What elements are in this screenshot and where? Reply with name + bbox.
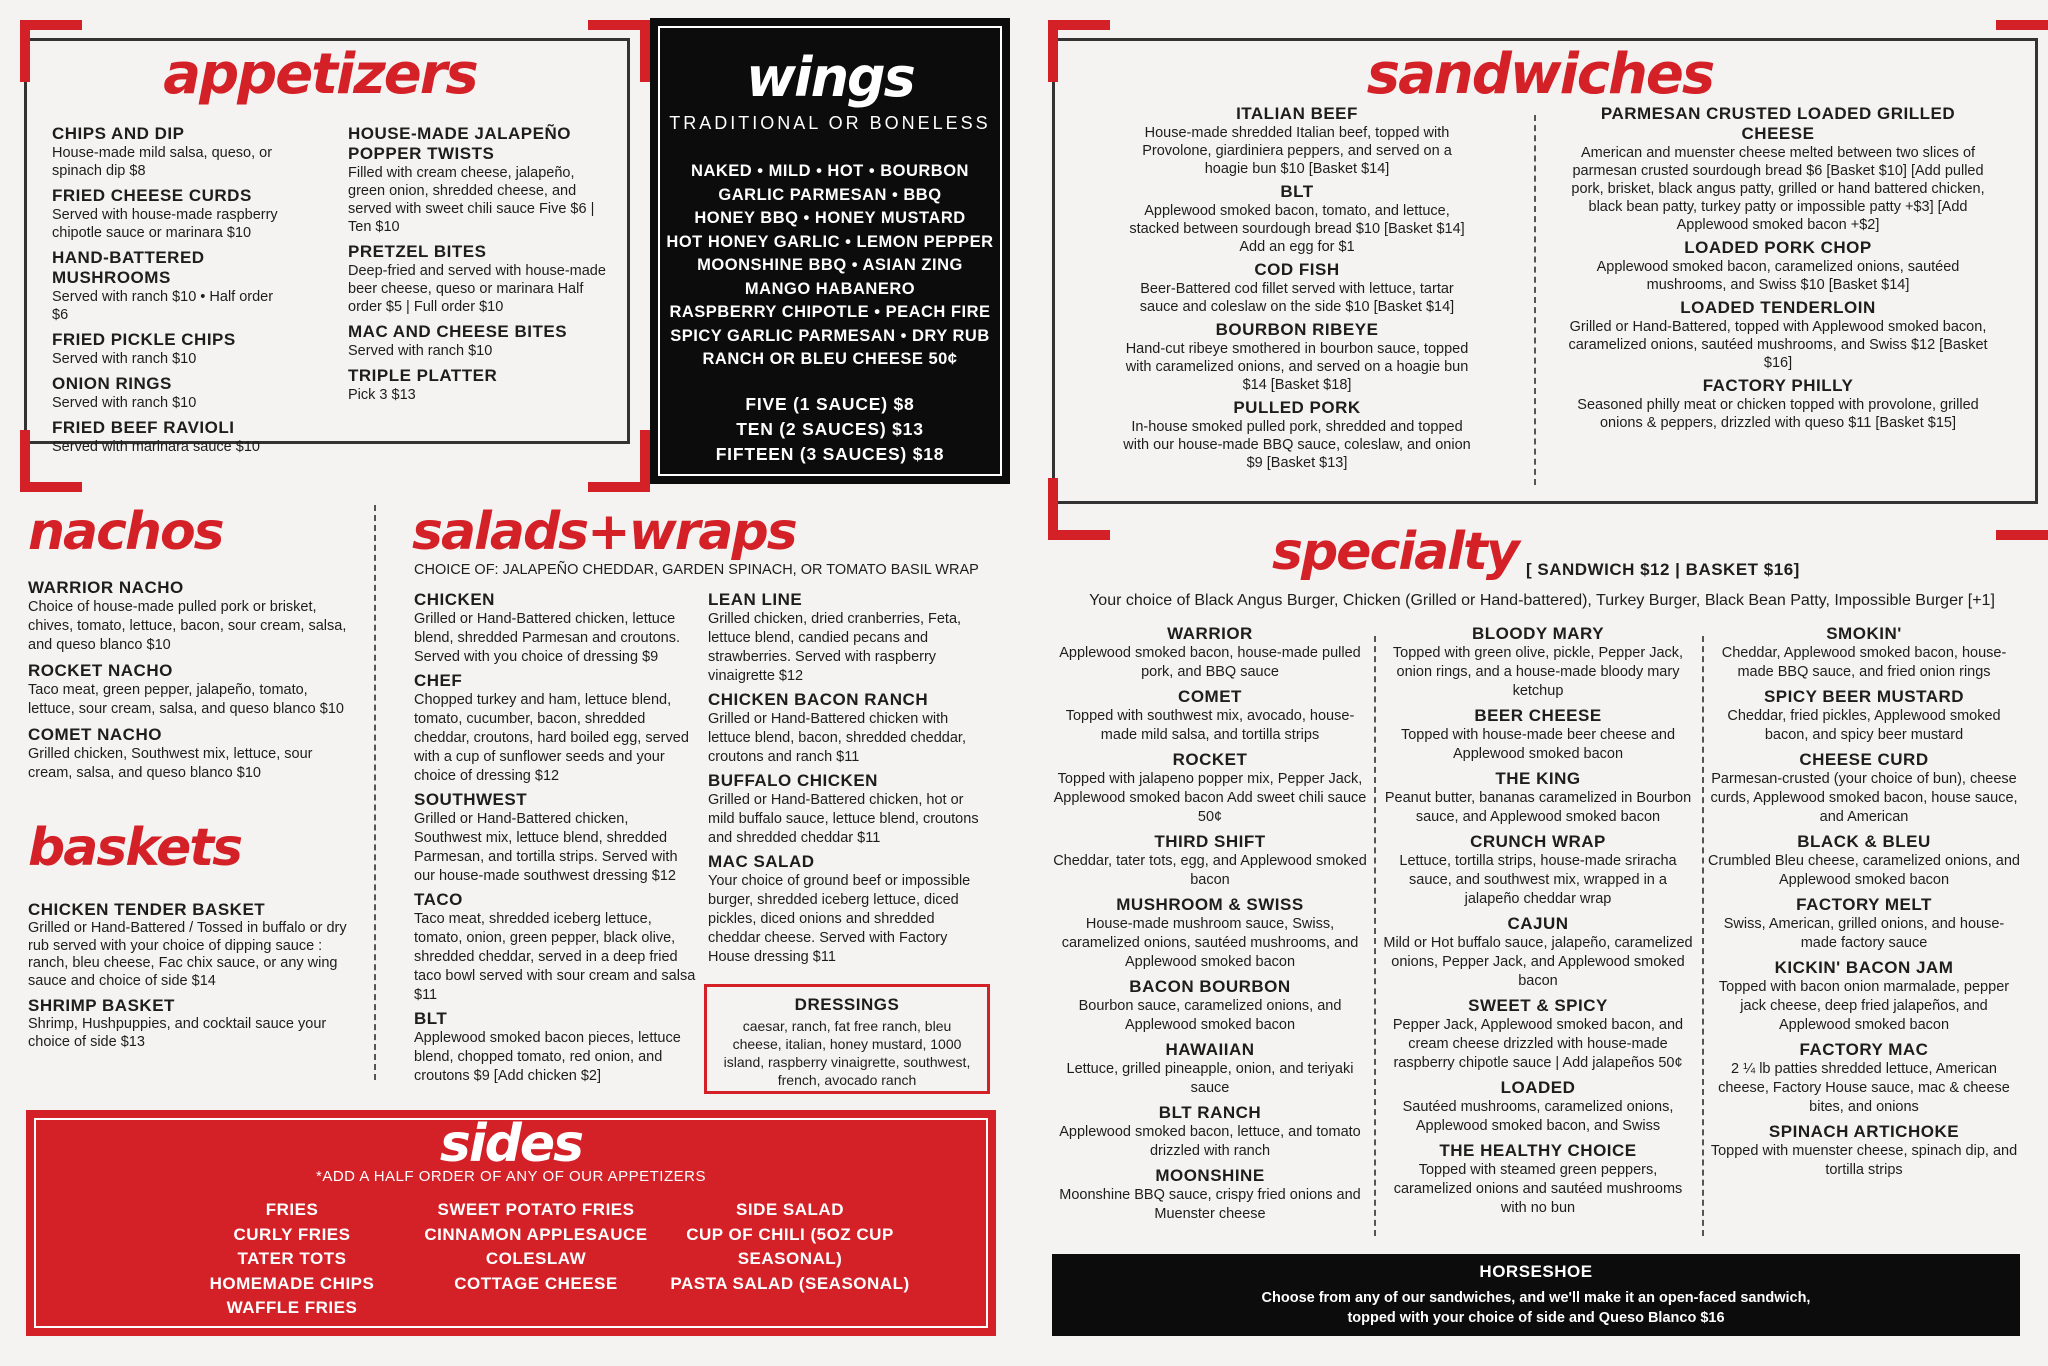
menu-item <box>708 852 988 967</box>
wings-prices <box>650 392 1010 467</box>
menu-item-desc: Parmesan-crusted (your choice of bun), cheese curds, Applewood smoked bacon, house sauce, and American <box>1710 771 2018 825</box>
menu-item <box>708 771 988 848</box>
menu-item-name: LEAN LINE <box>708 590 803 609</box>
wing-sauce: HOT HONEY GARLIC • LEMON PEPPER <box>666 232 994 251</box>
menu-item-name: SOUTHWEST <box>414 790 528 809</box>
menu-item-desc: Served with ranch $10 <box>52 351 197 367</box>
menu-item <box>348 366 608 404</box>
specialty-divider-2 <box>1702 636 1704 1236</box>
menu-item-name: FRIED CHEESE CURDS <box>52 186 252 205</box>
menu-item-name: CAJUN <box>1507 914 1569 933</box>
menu-item-desc: Swiss, American, grilled onions, and house-made factory sauce <box>1723 916 2005 951</box>
menu-item-name: CHEF <box>414 671 463 690</box>
menu-item-desc: Lettuce, grilled pineapple, onion, and teriyaki sauce <box>1066 1061 1354 1096</box>
menu-item-name: WARRIOR NACHO <box>28 578 184 597</box>
menu-item-name: CHICKEN TENDER BASKET <box>28 900 266 919</box>
menu-item-name: LOADED PORK CHOP <box>1684 238 1872 257</box>
side-item: HOMEMADE CHIPS <box>209 1273 375 1293</box>
menu-item-name: FACTORY MAC <box>1799 1040 1929 1059</box>
menu-item <box>1052 1103 1368 1161</box>
horseshoe-box <box>1052 1254 2020 1336</box>
menu-item-desc: Grilled or Hand-Battered chicken with lettuce blend, bacon, shredded cheddar, croutons and ranch $11 <box>708 711 966 765</box>
wing-sauce: NAKED • MILD • HOT • BOURBON <box>691 162 969 180</box>
menu-item-name: MAC AND CHEESE BITES <box>348 322 568 341</box>
menu-item <box>1380 996 1696 1073</box>
sides-col1 <box>152 1198 432 1321</box>
menu-item-desc: Moonshine BBQ sauce, crispy fried onions and Muenster cheese <box>1059 1187 1361 1222</box>
baskets-title: baskets <box>28 818 242 878</box>
menu-item <box>1122 182 1472 256</box>
menu-item <box>28 725 358 783</box>
sides-col3 <box>650 1198 930 1296</box>
menu-item <box>1122 260 1472 316</box>
menu-item-name: BACON BOURBON <box>1129 977 1291 996</box>
specialty-col2 <box>1380 624 1696 1223</box>
menu-item-name: SMOKIN' <box>1826 624 1902 643</box>
specialty-col3 <box>1708 624 2020 1185</box>
menu-item-name: ITALIAN BEEF <box>1236 104 1358 123</box>
menu-item-name: PRETZEL BITES <box>348 242 487 261</box>
menu-item-desc: House-made mushroom sauce, Swiss, caramelized onions, sautéed mushrooms, and Applewood smoked bacon <box>1061 916 1359 970</box>
salads-choice: CHOICE OF: JALAPEÑO CHEDDAR, GARDEN SPINACH, OR TOMATO BASIL WRAP <box>414 562 979 578</box>
menu-item <box>52 186 292 242</box>
menu-item <box>1380 1078 1696 1136</box>
wing-price: FIVE (1 SAUCE) $8 <box>745 394 915 414</box>
menu-item-desc: Grilled or Hand-Battered chicken, hot or mild buffalo sauce, lettuce blend, croutons and shredded cheddar $11 <box>708 792 979 846</box>
menu-item-name: FACTORY PHILLY <box>1702 376 1854 395</box>
appetizers-right-col <box>348 124 608 410</box>
menu-item-name: THE HEALTHY CHOICE <box>1439 1141 1637 1160</box>
menu-item-desc: Applewood smoked bacon, tomato, and lettuce, stacked between sourdough bread $10 [Basket $14] Add an egg for $1 <box>1129 203 1465 255</box>
menu-item-desc: Pepper Jack, Applewood smoked bacon, and cream cheese drizzled with house-made raspberry chipotle sauce | Add jalapeños 50¢ <box>1392 1017 1684 1071</box>
nachos-title: nachos <box>28 502 223 562</box>
menu-item <box>1052 977 1368 1035</box>
side-item: SIDE SALAD <box>736 1200 844 1219</box>
sides-note: *ADD A HALF ORDER OF ANY OF OUR APPETIZERS <box>316 1168 706 1185</box>
salads-title: salads+wraps <box>412 502 796 562</box>
menu-item-name: LOADED TENDERLOIN <box>1680 298 1876 317</box>
menu-item-desc: Grilled or Hand-Battered, topped with Applewood smoked bacon, caramelized onions, sautéed mushrooms, and Swiss $12 [Basket $16] <box>1568 319 1988 371</box>
menu-item-name: BUFFALO CHICKEN <box>708 771 878 790</box>
menu-item-name: FRIED BEEF RAVIOLI <box>52 418 235 437</box>
menu-item-name: SHRIMP BASKET <box>28 996 175 1015</box>
menu-item <box>52 330 292 368</box>
specialty-title: specialty <box>1272 522 1518 582</box>
menu-item <box>1380 706 1696 764</box>
menu-item-name: COD FISH <box>1254 260 1340 279</box>
menu-item-name: SWEET & SPICY <box>1468 996 1608 1015</box>
menu-item-name: COMET NACHO <box>28 725 162 744</box>
menu-item-name: HAND-BATTERED MUSHROOMS <box>52 248 205 287</box>
menu-item-desc: Grilled or Hand-Battered / Tossed in buffalo or dry rub served with your choice of dipping sauce : ranch, bleu cheese, Fac chix sauce, or any wing sauce and choice of side $14 <box>28 920 347 989</box>
menu-item-name: KICKIN' BACON JAM <box>1774 958 1954 977</box>
appetizers-title: appetizers <box>163 42 477 107</box>
menu-item <box>1568 298 1988 372</box>
menu-item <box>348 322 608 360</box>
menu-item <box>1708 1122 2020 1180</box>
menu-item-desc: Pick 3 $13 <box>348 387 416 403</box>
menu-item <box>1708 895 2020 953</box>
menu-item-desc: 2 ¼ lb patties shredded lettuce, American cheese, Factory House sauce, mac & cheese bites, and onions <box>1718 1061 2010 1115</box>
wings-title: wings <box>746 46 914 109</box>
side-item: CINNAMON APPLESAUCE <box>424 1224 648 1244</box>
horseshoe-desc: Choose from any of our sandwiches, and we'll make it an open-faced sandwich, topped with your choice of side and Queso Blanco $16 <box>1261 1290 1811 1326</box>
menu-item <box>52 374 292 412</box>
menu-item-desc: Served with marinara sauce $10 <box>52 439 260 455</box>
menu-item-desc: Served with ranch $10 • Half order $6 <box>52 289 274 323</box>
menu-item-name: FRIED PICKLE CHIPS <box>52 330 236 349</box>
wing-sauce: MOONSHINE BBQ • ASIAN ZING <box>697 256 963 274</box>
side-item: COTTAGE CHEESE <box>454 1273 618 1293</box>
menu-item <box>1708 624 2020 682</box>
menu-item-name: BLT RANCH <box>1158 1103 1262 1122</box>
menu-item-desc: Cheddar, Applewood smoked bacon, house-made BBQ sauce, and fried onion rings <box>1721 645 2007 680</box>
menu-item <box>414 790 699 886</box>
menu-item-name: BLOODY MARY <box>1471 624 1605 643</box>
specialty-col1 <box>1052 624 1368 1229</box>
menu-item-name: HAWAIIAN <box>1165 1040 1255 1059</box>
menu-item-name: BEER CHEESE <box>1474 706 1602 725</box>
menu-item <box>28 578 358 655</box>
menu-item <box>708 690 988 767</box>
wing-sauce: SPICY GARLIC PARMESAN • DRY RUB <box>670 326 990 345</box>
menu-item-name: ROCKET NACHO <box>28 661 173 680</box>
menu-item-desc: Bourbon sauce, caramelized onions, and Applewood smoked bacon <box>1078 998 1342 1033</box>
menu-item-name: CHICKEN BACON RANCH <box>708 690 929 709</box>
sandwiches-divider <box>1534 115 1536 485</box>
menu-item <box>1122 398 1472 472</box>
menu-item-desc: Applewood smoked bacon, house-made pulled pork, and BBQ sauce <box>1059 645 1361 680</box>
sandwiches-left-col <box>1122 104 1472 476</box>
menu-item-desc: Served with ranch $10 <box>348 343 493 359</box>
menu-item-desc: Grilled chicken, Southwest mix, lettuce, sour cream, salsa, and queso blanco $10 <box>28 746 313 781</box>
sides-box <box>26 1110 996 1336</box>
appetizers-left-col <box>52 124 292 462</box>
menu-item-name: CHEESE CURD <box>1799 750 1929 769</box>
menu-item-desc: Choice of house-made pulled pork or brisket, chives, tomato, lettuce, bacon, sour cream, salsa, and queso blanco $10 <box>28 599 347 653</box>
menu-item-name: SPICY BEER MUSTARD <box>1763 687 1965 706</box>
menu-item <box>1708 832 2020 890</box>
menu-item-name: WARRIOR <box>1167 624 1253 643</box>
menu-item <box>1380 832 1696 909</box>
menu-item <box>1380 624 1696 701</box>
menu-item-name: FACTORY MELT <box>1796 895 1932 914</box>
menu-item <box>28 996 358 1051</box>
menu-item <box>52 418 292 456</box>
wing-price: TEN (2 SAUCES) $13 <box>736 419 924 439</box>
menu-item-desc: Hand-cut ribeye smothered in bourbon sauce, topped with caramelized onions, and served on a hoagie bun $14 [Basket $18] <box>1125 341 1469 393</box>
menu-item-desc: Topped with green olive, pickle, Pepper Jack, onion rings, and a house-made bloody mary ketchup <box>1392 645 1684 699</box>
menu-item-name: BOURBON RIBEYE <box>1215 320 1379 339</box>
menu-item-desc: Cheddar, tater tots, egg, and Applewood smoked bacon <box>1053 853 1367 888</box>
menu-item-desc: Beer-Battered cod fillet served with lettuce, tartar sauce and coleslaw on the side $10 [Basket $14] <box>1139 281 1455 315</box>
baskets-col <box>28 900 358 1057</box>
menu-item <box>28 900 358 990</box>
menu-item-desc: Seasoned philly meat or chicken topped with provolone, grilled onions & peppers, drizzled with queso $11 [Basket $15] <box>1577 397 1979 431</box>
menu-item <box>52 248 292 324</box>
bracket-tl <box>1048 20 1110 82</box>
salads-left-col <box>414 590 699 1090</box>
menu-item-desc: American and muenster cheese melted between two slices of parmesan crusted sourdough bread $6 [Basket $10] [Add pulled pork, brisket, black angus patty, grilled or hand battered chicken, black bean patty, turkey patty or impossible patty +$3] [Add Applewood smoked bacon +$2] <box>1571 145 1985 233</box>
menu-item-name: PULLED PORK <box>1233 398 1361 417</box>
wings-subtitle: TRADITIONAL OR BONELESS <box>669 113 991 133</box>
bracket-br <box>1996 478 2048 540</box>
menu-item-desc: Cheddar, fried pickles, Applewood smoked bacon, and spicy beer mustard <box>1727 708 2001 743</box>
menu-item-name: THE KING <box>1495 769 1581 788</box>
menu-item <box>414 1009 699 1086</box>
menu-item-name: BLACK & BLEU <box>1797 832 1931 851</box>
side-item: CURLY FRIES <box>233 1224 351 1244</box>
menu-item-desc: House-made shredded Italian beef, topped with Provolone, giardiniera peppers, and served on a hoagie bun $10 [Basket $14] <box>1142 125 1452 177</box>
menu-item <box>414 890 699 1005</box>
menu-item-name: LOADED <box>1500 1078 1576 1097</box>
menu-item-name: BLT <box>414 1009 448 1028</box>
menu-item-desc: House-made mild salsa, queso, or spinach dip $8 <box>52 145 273 179</box>
menu-item-desc: In-house smoked pulled pork, shredded and topped with our house-made BBQ sauce, coleslaw, and onion $9 [Basket $13] <box>1123 419 1471 471</box>
menu-item <box>1708 687 2020 745</box>
menu-item-name: ONION RINGS <box>52 374 172 393</box>
menu-item-desc: Chopped turkey and ham, lettuce blend, tomato, cucumber, bacon, shredded cheddar, croutons, hard boiled egg, served with a cup of sunflower seeds and your choice of dressing $12 <box>414 692 689 784</box>
menu-item <box>1568 104 1988 234</box>
menu-item <box>52 124 292 180</box>
menu-item-name: CHICKEN <box>414 590 495 609</box>
menu-item-name: SPINACH ARTICHOKE <box>1768 1122 1960 1141</box>
menu-item <box>1568 376 1988 432</box>
menu-item <box>1052 895 1368 972</box>
side-item: FRIES <box>265 1200 319 1219</box>
bracket-br <box>588 430 650 492</box>
menu-item <box>1380 914 1696 991</box>
menu-item <box>1122 320 1472 394</box>
menu-item-desc: Served with house-made raspberry chipotle sauce or marinara $10 <box>52 207 278 241</box>
menu-item-name: CHIPS AND DIP <box>52 124 185 143</box>
menu-item-desc: Crumbled Bleu cheese, caramelized onions, and Applewood smoked bacon <box>1708 853 2020 888</box>
menu-item-desc: Topped with jalapeno popper mix, Pepper Jack, Applewood smoked bacon Add sweet chili sauce 50¢ <box>1053 771 1367 825</box>
menu-item-desc: Peanut butter, bananas caramelized in Bourbon sauce, and Applewood smoked bacon <box>1384 790 1692 825</box>
wings-box <box>650 18 1010 484</box>
menu-item <box>1380 769 1696 827</box>
menu-item-desc: Served with ranch $10 <box>52 395 197 411</box>
menu-item <box>1708 958 2020 1035</box>
menu-item-name: THIRD SHIFT <box>1154 832 1266 851</box>
menu-item <box>1380 1141 1696 1218</box>
wing-sauce: HONEY BBQ • HONEY MUSTARD <box>694 209 966 227</box>
menu-item <box>1708 1040 2020 1117</box>
salads-right-col <box>708 590 988 971</box>
wing-sauce: GARLIC PARMESAN • BBQ <box>718 185 942 204</box>
menu-item-desc: Applewood smoked bacon pieces, lettuce blend, chopped tomato, red onion, and croutons $9 [Add chicken $2] <box>414 1030 681 1084</box>
menu-item-desc: Topped with steamed green peppers, caramelized onions and sautéed mushrooms with no bun <box>1393 1162 1683 1216</box>
menu-item-desc: Sautéed mushrooms, caramelized onions, Applewood smoked bacon, and Swiss <box>1402 1099 1674 1134</box>
menu-item <box>1122 104 1472 178</box>
wing-sauce: RASPBERRY CHIPOTLE • PEACH FIRE <box>669 303 991 321</box>
side-item: WAFFLE FRIES <box>226 1298 358 1317</box>
menu-item-name: HOUSE-MADE JALAPEÑO POPPER TWISTS <box>348 124 571 163</box>
menu-item-desc: Grilled or Hand-Battered chicken, Southwest mix, lettuce blend, shredded Parmesan, and tortilla strips. Served with our house-made southwest dressing $12 <box>414 811 678 884</box>
sandwiches-right-col <box>1568 104 1988 436</box>
menu-item <box>1052 1166 1368 1224</box>
menu-item <box>414 590 699 667</box>
menu-item-desc: Topped with house-made beer cheese and Applewood smoked bacon <box>1400 727 1676 762</box>
menu-item <box>1052 832 1368 890</box>
side-item: CUP OF CHILI (5OZ CUP SEASONAL) <box>686 1224 894 1268</box>
nachos-salads-divider <box>374 505 376 1080</box>
menu-item-desc: Applewood smoked bacon, caramelized onions, sautéed mushrooms, and Swiss $10 [Basket $14] <box>1596 259 1960 293</box>
side-item: COLESLAW <box>485 1249 587 1268</box>
menu-item-desc: Topped with bacon onion marmalade, pepper jack cheese, deep fried jalapeños, and Applewood smoked bacon <box>1718 979 2010 1033</box>
menu-item-desc: Applewood smoked bacon, lettuce, and tomato drizzled with ranch <box>1059 1124 1361 1159</box>
specialty-divider-1 <box>1374 636 1376 1236</box>
menu-item <box>348 124 608 236</box>
menu-item-desc: Shrimp, Hushpuppies, and cocktail sauce your choice of side $13 <box>28 1016 327 1050</box>
menu-item-name: CRUNCH WRAP <box>1470 832 1606 851</box>
menu-item <box>708 590 988 686</box>
menu-item-desc: Taco meat, green pepper, jalapeño, tomato, lettuce, sour cream, salsa, and queso blanco $10 <box>28 682 344 717</box>
side-item: SWEET POTATO FRIES <box>437 1200 635 1219</box>
menu-item-name: COMET <box>1178 687 1242 706</box>
menu-item-name: TRIPLE PLATTER <box>348 366 498 385</box>
wing-price: FIFTEEN (3 SAUCES) $18 <box>715 444 945 464</box>
dressings-list: caesar, ranch, fat free ranch, bleu cheese, italian, honey mustard, 1000 island, raspberry vinaigrette, southwest, french, avocado ranch <box>723 1018 971 1088</box>
menu-item-name: TACO <box>414 890 463 909</box>
sides-col2 <box>396 1198 676 1296</box>
dressings-box <box>704 984 990 1094</box>
sandwiches-title: sandwiches <box>1366 42 1714 107</box>
dressings-title: DRESSINGS <box>794 995 900 1014</box>
menu-item-desc: Grilled or Hand-Battered chicken, lettuce blend, shredded Parmesan and croutons. Served with you choice of dressing $9 <box>414 611 681 665</box>
menu-item-desc: Topped with southwest mix, avocado, house-made mild salsa, and tortilla strips <box>1065 708 1355 743</box>
menu-item <box>414 671 699 786</box>
sides-title: sides <box>439 1114 583 1174</box>
menu-item-desc: Mild or Hot buffalo sauce, jalapeño, caramelized onions, Pepper Jack, and Applewood smoked bacon <box>1383 935 1693 989</box>
wing-sauce: MANGO HABANERO <box>744 279 916 298</box>
menu-item <box>28 661 358 719</box>
menu-item-name: BLT <box>1280 182 1314 201</box>
wings-sauces <box>650 160 1010 372</box>
menu-item-desc: Grilled chicken, dried cranberries, Feta, lettuce blend, candied pecans and strawberries. Served with raspberry vinaigrette $12 <box>708 611 962 684</box>
menu-item <box>1052 1040 1368 1098</box>
side-item: TATER TOTS <box>237 1249 347 1268</box>
menu-item <box>1052 687 1368 745</box>
menu-item-name: ROCKET <box>1172 750 1248 769</box>
menu-item-desc: Filled with cream cheese, jalapeño, green onion, shredded cheese, and served with sweet chili sauce Five $6 | Ten $10 <box>348 165 595 235</box>
menu-item-desc: Deep-fried and served with house-made beer cheese, queso or marinara Half order $5 | Full order $10 <box>348 263 606 315</box>
menu-item <box>1568 238 1988 294</box>
wing-sauce: RANCH OR BLEU CHEESE 50¢ <box>702 350 958 368</box>
menu-item <box>1708 750 2020 827</box>
menu-item-name: MAC SALAD <box>708 852 815 871</box>
bracket-tr <box>1996 20 2048 82</box>
menu-item-desc: Taco meat, shredded iceberg lettuce, tomato, onion, green pepper, black olive, shredded cheddar, served in a deep fried taco bowl served with sour cream and salsa $11 <box>414 911 696 1003</box>
side-item: PASTA SALAD (SEASONAL) <box>670 1273 910 1293</box>
menu-item-desc: Lettuce, tortilla strips, house-made sriracha sauce, and southwest mix, wrapped in a jalapeño cheddar wrap <box>1399 853 1677 907</box>
menu-item-name: MOONSHINE <box>1155 1166 1265 1185</box>
menu-item <box>1052 750 1368 827</box>
menu-item-name: MUSHROOM & SWISS <box>1116 895 1304 914</box>
bracket-tl <box>20 20 82 82</box>
bracket-tr <box>588 20 650 82</box>
menu-item-desc: Topped with muenster cheese, spinach dip, and tortilla strips <box>1710 1143 2018 1178</box>
horseshoe-title: HORSESHOE <box>1479 1262 1593 1281</box>
specialty-choice: Your choice of Black Angus Burger, Chicken (Grilled or Hand-battered), Turkey Burger, Black Bean Patty, Impossible Burger [+1] <box>1089 592 1995 609</box>
menu-item <box>348 242 608 316</box>
bracket-bl <box>1048 478 1110 540</box>
nachos-col <box>28 578 358 789</box>
specialty-price: [ SANDWICH $12 | BASKET $16] <box>1526 560 1800 579</box>
menu-item-desc: Your choice of ground beef or impossible burger, shredded iceberg lettuce, diced pickles, diced onions and shredded cheddar cheese. Served with Factory House dressing $11 <box>708 873 971 965</box>
menu-item <box>1052 624 1368 682</box>
menu-item-name: PARMESAN CRUSTED LOADED GRILLED CHEESE <box>1600 104 1956 143</box>
